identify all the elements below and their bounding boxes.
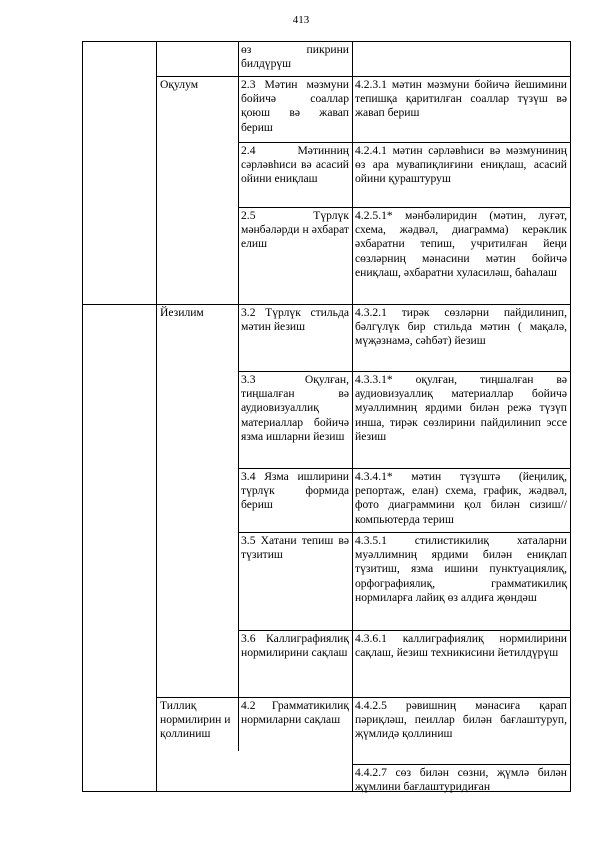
table-cell-objective: 4.2.5.1* мәнбәлиридин (мәтин, луғәт, схема, жәдвәл, диаграмма) керәклик әхбаратни тепиш, учритилған йеңи сөзләрниң мәнасини мәтин бойичә ениқлаш, әхбаратни хуласиләш, баһалаш (355, 209, 567, 279)
row-divider (238, 532, 571, 533)
row-divider (238, 630, 571, 631)
table-cell-objective: 4.2.3.1 мәтин мәзмуни бойичә йешимини тепишқа қаритилған соаллар түзүш вә жавап бериш (355, 78, 567, 120)
table-border-right (570, 41, 571, 791)
table-cell-objective: 4.4.2.7 сөз билән сөзни, җүмлә билән җүмлини бағлаштуридиған (355, 766, 567, 794)
row-divider (156, 697, 571, 698)
row-divider (352, 764, 571, 765)
row-divider (238, 371, 571, 372)
table-cell-subskill: 2.4 Мәтинниң сәрләвһиси вә асасий ойини ениқлаш (241, 144, 349, 186)
table-cell-objective: 4.3.2.1 тирәк сөзләрни пайдилинип, бәлгүлүк бир стильда мәтин ( мақалә, мүҗәзнамә, сәһбәт) йезиш (355, 306, 567, 348)
table-cell-section: Тиллиқ нормилирин и қоллиниш (160, 699, 231, 741)
table-cell-objective: 4.3.3.1* оқулған, тиңшалған вә аудиовизуаллиқ материаллар бойичә муәллимниң ярдими билән режә түзүп инша, тирәк сөзлирини пайдилинип эссе йезиш (355, 373, 567, 443)
table-cell-objective: 4.4.2.5 рәвишниң мәнасиға қарап пәриқләш, пеиллар билән бағлаштуруп, җүмлидә қоллиниш (355, 699, 567, 741)
table-cell-subskill: өз пикрини билдүрүш (241, 43, 349, 71)
page-number: 413 (292, 14, 310, 26)
row-divider (238, 468, 571, 469)
row-divider (82, 304, 571, 305)
table-cell-subskill: 3.4 Язма ишлирини түрлүк формида бериш (241, 470, 349, 512)
column-divider-3 (352, 41, 353, 791)
row-divider (238, 142, 571, 143)
table-cell-section: Йезилим (160, 306, 204, 319)
column-divider-2 (238, 41, 239, 751)
table-border-top (82, 41, 571, 42)
table-cell-objective: 4.2.4.1 мәтин сәрләвһиси вә мәзмуниниң өз ара мувапиқлиғини ениқлаш, асасий ойини қураштуруш (355, 144, 567, 186)
table-cell-objective: 4.3.4.1* мәтин түзүштә (йеңилиқ, репортаж, елан) схема, график, жәдвәл, фото диаграммини қол билән сизиш//компьютерда териш (355, 470, 567, 526)
table-border-left (82, 41, 83, 791)
column-divider-1 (156, 41, 157, 791)
table-cell-subskill: 4.2 Грамматикилиқ нормиларни сақлаш (241, 699, 349, 727)
table-cell-section: Оқулум (160, 78, 199, 91)
table-cell-objective: 4.3.5.1 стилистикилиқ хаталарни муәллимниң ярдими билән ениқлап түзитиш, язма ишини пунктуациялиқ, орфографиялиқ, грамматикилиқ нормиларға лайиқ өз алдиға җөндәш (355, 534, 567, 604)
table-cell-subskill: 2.5 Түрлүк мәнбәләрди н әхбарат елиш (241, 209, 349, 251)
table-cell-subskill: 2.3 Мәтин мәзмуни бойичә соаллар қоюш вә жавап бериш (241, 78, 349, 134)
row-divider (156, 76, 571, 77)
row-divider (238, 207, 571, 208)
table-cell-subskill: 3.5 Хатани тепиш вә түзитиш (241, 534, 349, 562)
table-cell-objective: 4.3.6.1 каллиграфиялиқ нормилирини сақлаш, йезиш техникисини йетилдүрүш (355, 632, 567, 660)
table-cell-subskill: 3.2 Түрлүк стильда мәтин йезиш (241, 306, 349, 334)
table-cell-subskill: 3.6 Каллиграфиялиқ нормилирини сақлаш (241, 632, 349, 660)
table-cell-subskill: 3.3 Оқулған, тиңшалған вә аудиовизуаллиқ материаллар бойичә язма ишларни йезиш (241, 373, 349, 443)
